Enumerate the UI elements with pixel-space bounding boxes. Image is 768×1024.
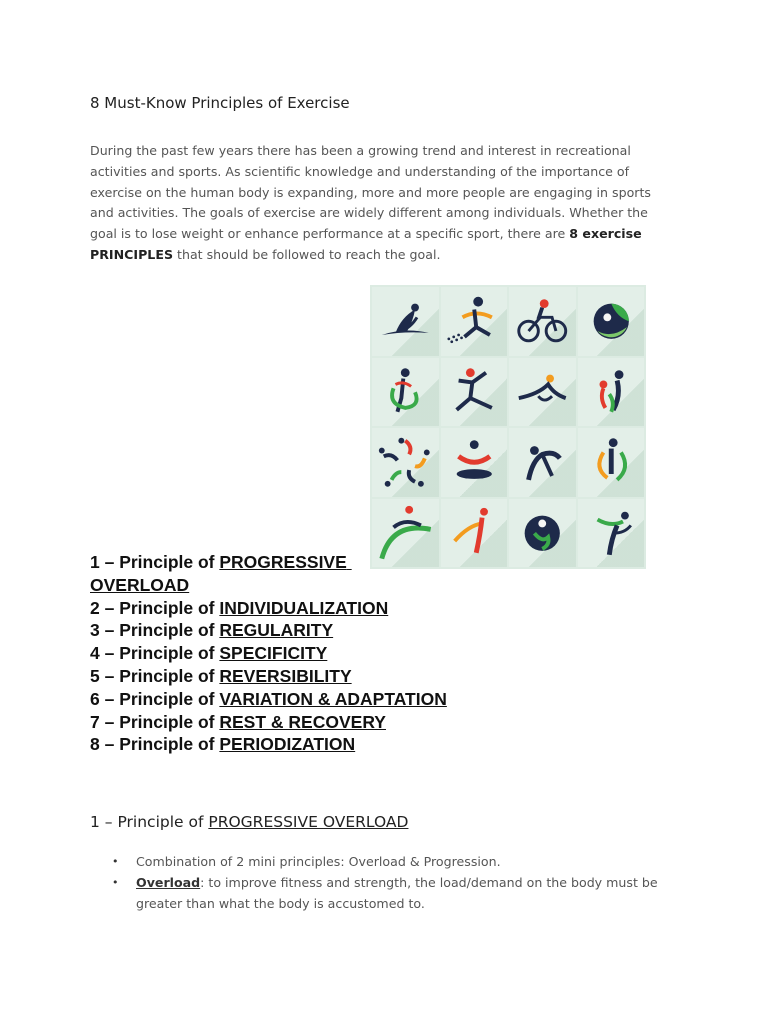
principle-link[interactable]: REVERSIBILITY [219, 665, 352, 686]
principle-item: 6 – Principle of VARIATION & ADAPTATION [90, 688, 447, 709]
circle-of-people-icon [372, 428, 439, 497]
principle-link[interactable]: INDIVIDUALIZATION [219, 597, 389, 618]
ball-icon [578, 287, 645, 356]
principle-link[interactable]: OVERLOAD [90, 574, 190, 595]
principle-item: 4 – Principle of SPECIFICITY [90, 643, 328, 664]
sprinter-icon [372, 499, 439, 568]
principle-item: 2 – Principle of INDIVIDUALIZATION [90, 597, 389, 618]
section-heading-link[interactable]: PROGRESSIVE OVERLOAD [208, 813, 409, 831]
section-heading: 1 – Principle of PROGRESSIVE OVERLOAD [90, 813, 409, 831]
sports-icons-image [370, 285, 646, 569]
principle-item: 3 – Principle of REGULARITY [90, 620, 334, 641]
overload-term: Overload [136, 875, 201, 890]
intro-text: During the past few years there has been a growing trend and interest in recreational activities and sports. As scientific knowledge and understanding of the importance of exercise on the human body is expanding, more and more people are engaging in sports and activities. The goals of exercise are widely different among individuals. Whether the goal is to lose weight or enhance performance at a specific sport, there are [90, 143, 651, 242]
principles-list [90, 551, 447, 756]
figure-in-circle-icon [578, 428, 645, 497]
bullet-item: • Overload: to improve fitness and strength, the load/demand on the body must be greater than what the body is accustomed to. [110, 872, 670, 914]
meditation-icon [441, 428, 508, 497]
principle-item: 1 – Principle of PROGRESSIVE [90, 552, 347, 572]
principle-link[interactable]: PROGRESSIVE [219, 552, 347, 572]
gymnast-icon [509, 428, 576, 497]
dancer-ribbon-icon [372, 358, 439, 427]
principle-link[interactable]: VARIATION & ADAPTATION [219, 688, 447, 709]
stretching-figure-icon [509, 358, 576, 427]
bullet-list [110, 851, 670, 914]
ballet-dancer-icon [578, 499, 645, 568]
group-figures-icon [578, 358, 645, 427]
bullet-item: • Combination of 2 mini principles: Overload & Progression. [110, 851, 670, 872]
yoga-pose-icon [372, 287, 439, 356]
principle-item: 8 – Principle of PERIODIZATION [90, 734, 356, 755]
principle-link[interactable]: PERIODIZATION [219, 734, 356, 755]
intro-paragraph [90, 141, 670, 266]
jumping-figure-icon [441, 499, 508, 568]
principle-link[interactable]: SPECIFICITY [219, 643, 328, 664]
principle-link[interactable]: REST & RECOVERY [219, 711, 386, 732]
principle-item: 5 – Principle of REVERSIBILITY [90, 665, 352, 686]
principle-item: 7 – Principle of REST & RECOVERY [90, 711, 386, 732]
page-title: 8 Must-Know Principles of Exercise [90, 94, 350, 112]
leaping-figure-icon [441, 358, 508, 427]
running-icon [441, 287, 508, 356]
intro-tail: that should be followed to reach the goal. [173, 246, 441, 262]
principle-link[interactable]: REGULARITY [219, 620, 334, 641]
intro-bold: 8 exercise PRINCIPLES [90, 226, 642, 262]
principle-item-continued [90, 574, 447, 597]
cycling-icon [509, 287, 576, 356]
person-in-circle-icon [509, 499, 576, 568]
